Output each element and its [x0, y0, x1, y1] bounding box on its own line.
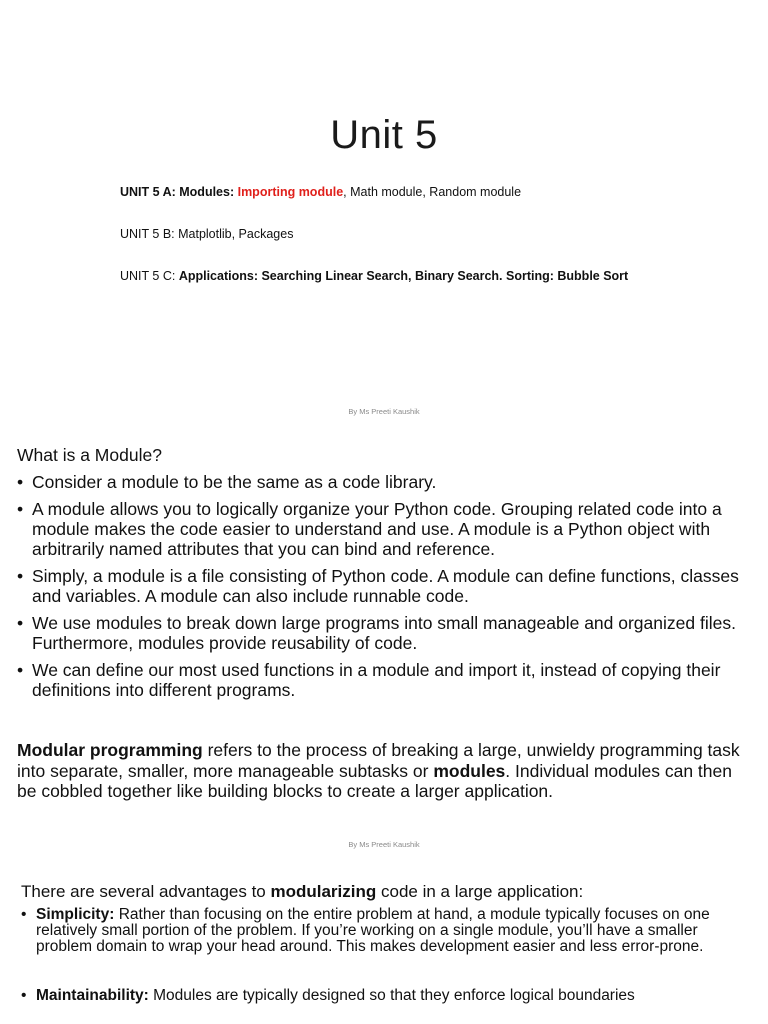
advantage-text: Modules are typically designed so that they enforce logical boundaries — [148, 986, 635, 1004]
advantage-item-simplicity — [21, 907, 751, 956]
module-bullet: • Consider a module to be the same as a code library. — [17, 472, 752, 492]
module-bullet: • A module allows you to logically organize your Python code. Grouping related code into a module makes the code easier to understand and use. A module is a Python object with arbitrarily named attributes that you can bind and reference. — [17, 499, 752, 559]
page-title: Unit 5 — [330, 113, 438, 157]
modules-term: modules — [433, 760, 506, 781]
advantage-item-maintainability — [21, 988, 751, 1004]
unit-5a-highlight: Importing module — [237, 185, 344, 199]
modular-text-2: . Individual modules can then be cobbled together like building blocks to create a larger application. — [17, 760, 732, 801]
slide2-credit: By Ms Preeti Kaushik — [348, 840, 420, 849]
advantages-list — [21, 907, 751, 1004]
module-bullet-list — [17, 472, 752, 707]
advantages-intro-bold: modularizing — [270, 882, 377, 901]
advantages-intro-suffix: code in a large application: — [376, 882, 584, 901]
module-bullet: • We can define our most used functions in a module and import it, instead of copying their definitions into different programs. — [17, 660, 752, 700]
advantage-term: Maintainability: — [36, 986, 149, 1004]
advantages-intro-prefix: There are several advantages to — [21, 882, 271, 901]
unit-5c-line — [120, 268, 628, 284]
unit-5c-prefix: UNIT 5 C: — [120, 269, 179, 283]
modular-programming-paragraph — [17, 740, 752, 802]
modular-text-1: refers to the process of breaking a large, unwieldy programming task into separate, smaller, more manageable subtasks or — [17, 740, 740, 781]
slide1-credit: By Ms Preeti Kaushik — [348, 407, 420, 416]
module-bullet: • We use modules to break down large programs into small manageable and organized files. Furthermore, modules provide reusability of code. — [17, 613, 752, 653]
advantage-term: Simplicity: — [36, 906, 115, 923]
unit-5b-line: UNIT 5 B: Matplotlib, Packages — [120, 227, 294, 241]
unit-5a-line — [120, 184, 521, 200]
unit-5a-prefix: UNIT 5 A: Modules: — [120, 185, 238, 199]
modular-term: Modular programming — [17, 740, 203, 760]
module-bullet: • Simply, a module is a file consisting of Python code. A module can define functions, classes and variables. A module can also include runnable code. — [17, 566, 752, 606]
unit-5c-topics: Applications: Searching Linear Search, Binary Search. Sorting: Bubble Sort — [178, 269, 629, 283]
unit-5a-suffix: , Math module, Random module — [343, 185, 522, 199]
advantages-intro — [21, 882, 583, 902]
advantage-text: Rather than focusing on the entire problem at hand, a module typically focuses on one relatively small portion of the problem. If you’re working on a single module, you’ll have a smaller problem domain to wrap your head around. This makes development easier and less error-prone. — [36, 906, 710, 956]
module-heading: What is a Module? — [17, 445, 162, 465]
